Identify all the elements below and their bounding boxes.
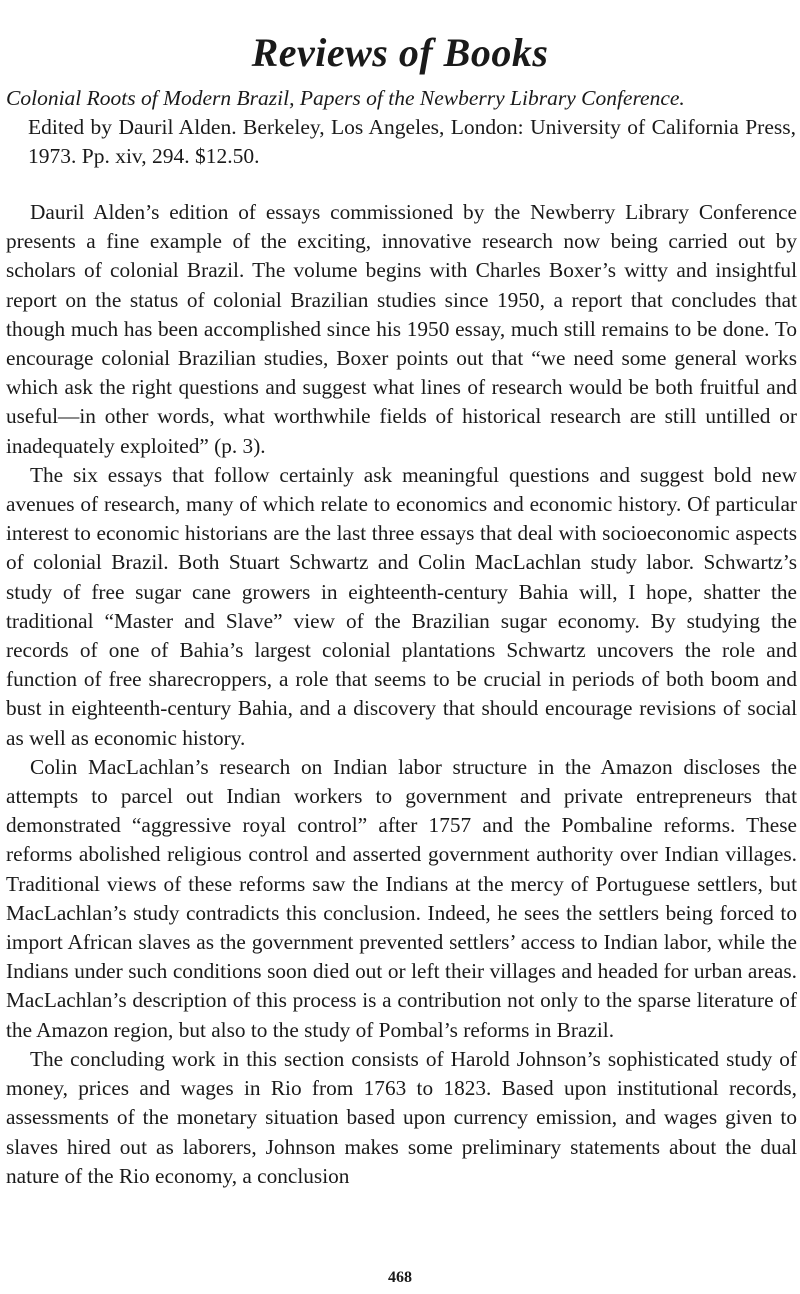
section-heading: Reviews of Books (251, 29, 549, 75)
review-paragraph: Dauril Alden’s edition of essays commissioned by the Newberry Library Conference presents a fine example of the exciting, innovative research now being carried out by scholars of colonial Brazil. The volume begins with Charles Boxer’s witty and insightful report on the status of colonial Brazilian studies since 1950, a report that concludes that though much has been accomplished since his 1950 essay, much still remains to be done. To encourage colonial Brazilian studies, Boxer points out that “we need some general works which ask the right questions and suggest what lines of research would be both fruitful and useful—in other words, what worthwhile fields of historical research are still untilled or inadequately exploited” (p. 3). (6, 200, 797, 458)
review-paragraph: The concluding work in this section consists of Harold Johnson’s sophisticated study of money, prices and wages in Rio from 1763 to 1823. Based upon institutional records, assessments of the monetary situation based upon currency emission, and wages given to slaves hired out as laborers, Johnson makes some preliminary statements about the dual nature of the Rio economy, a conclusion (6, 1046, 797, 1188)
review-body (6, 198, 797, 1191)
book-citation (6, 84, 796, 171)
page-number: 468 (388, 1269, 412, 1286)
review-paragraph: The six essays that follow certainly ask meaningful questions and suggest bold new avenues of research, many of which relate to economics and economic history. Of particular interest to economic historians are the last three essays that deal with socioeconomic aspects of colonial Brazil. Both Stuart Schwartz and Colin MacLachlan study labor. Schwartz’s study of free sugar cane growers in eighteenth-century Bahia will, I hope, shatter the traditional “Master and Slave” view of the Brazilian sugar economy. By studying the records of one of Bahia’s largest colonial plantations Schwartz uncovers the role and function of free sharecroppers, a role that seems to be crucial in periods of both boom and bust in eighteenth-century Bahia, and a discovery that should encourage revisions of social as well as economic history. (6, 462, 797, 750)
review-paragraph: Colin MacLachlan’s research on Indian labor structure in the Amazon discloses the attempts to parcel out Indian workers to government and private entrepreneurs that demonstrated “aggressive royal control” after 1757 and the Pombaline reforms. These reforms abolished religious control and asserted government authority over Indian villages. Traditional views of these reforms saw the Indians at the mercy of Portuguese settlers, but MacLachlan’s study contradicts this conclusion. Indeed, he sees the settlers being forced to import African slaves as the government prevented settlers’ access to Indian labor, while the Indians under such conditions soon died out or left their villages and headed for urban areas. MacLachlan’s description of this process is a contribution not only to the sparse literature of the Amazon region, but also to the study of Pombal’s reforms in Brazil. (6, 754, 797, 1042)
publication-info: Edited by Dauril Alden. Berkeley, Los Angeles, London: University of California Press, 1973. Pp. xiv, 294. $12.50. (28, 115, 796, 168)
book-title: Colonial Roots of Modern Brazil, Papers of the Newberry Library Conference. (6, 86, 685, 110)
